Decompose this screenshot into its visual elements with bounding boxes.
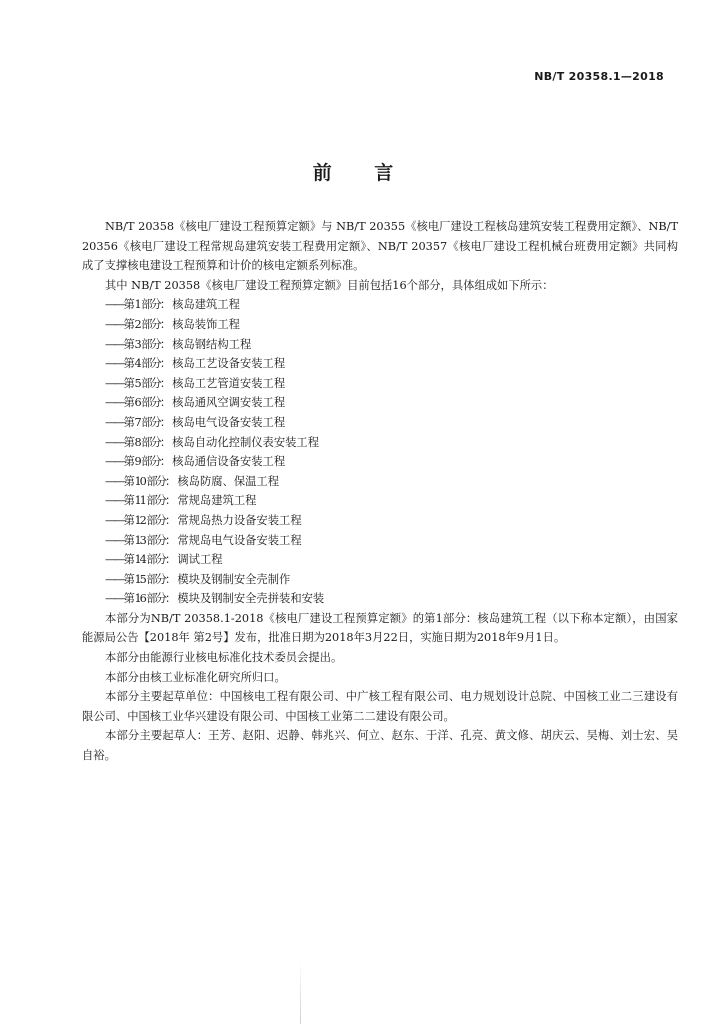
part-name: 调试工程 xyxy=(177,553,223,567)
list-item xyxy=(82,295,678,315)
part-label: ——第 4 部分： xyxy=(105,357,170,371)
part-label: ——第 15 部分： xyxy=(105,572,175,586)
part-label: ——第 12 部分： xyxy=(105,513,175,527)
part-name: 核岛电气设备安装工程 xyxy=(172,415,286,429)
drafting-units-paragraph: 本部分主要起草单位：中国核电工程有限公司、中广核工程有限公司、电力规划设计总院、中国核工业二三建设有限公司、中国核工业华兴建设有限公司、中国核工业第二二建设有限公司。 xyxy=(82,690,678,723)
approval-paragraph: 本部分为NB/T 20358.1-2018《核电厂建设工程预算定额》的第1部分：核岛建筑工程（以下称本定额），由国家能源局公告【2018年 第2号】发布，批准日期为2018年3月22日，实施日期为2018年9月1日。 xyxy=(82,611,678,645)
list-item xyxy=(82,511,678,531)
part-name: 核岛工艺设备安装工程 xyxy=(172,357,286,371)
list-item xyxy=(82,570,678,590)
part-label: ——第 2 部分： xyxy=(105,317,170,331)
foreword-body xyxy=(82,217,678,766)
part-name: 核岛工艺管道安装工程 xyxy=(172,376,286,390)
list-item xyxy=(82,354,678,374)
list-item xyxy=(82,315,678,335)
list-item xyxy=(82,335,678,355)
intro-paragraph-1: NB/T 20358《核电厂建设工程预算定额》与 NB/T 20355《核电厂建设工程核岛建筑安装工程费用定额》、NB/T 20356《核电厂建设工程常规岛建筑安装工程费用定额》、NB/T 20357《核电厂建设工程机械台班费用定额》共同构成了支撑核电建设工程预算和计价的核电定额系列标准。 xyxy=(82,220,678,273)
part-label: ——第 1 部分： xyxy=(105,298,170,312)
list-item xyxy=(82,531,678,551)
part-label: ——第 16 部分： xyxy=(105,592,175,606)
part-label: ——第 11 部分： xyxy=(105,494,175,508)
part-label: ——第 7 部分： xyxy=(105,415,170,429)
intro-paragraph-2: 其中 NB/T 20358《核电厂建设工程预算定额》目前包括16个部分，具体组成如下所示： xyxy=(105,278,554,292)
part-label: ——第 3 部分： xyxy=(105,337,170,351)
list-item xyxy=(82,393,678,413)
list-item xyxy=(82,550,678,570)
list-item xyxy=(82,374,678,394)
standard-number: NB/T 20358.1—2018 xyxy=(534,70,664,83)
part-name: 核岛通风空调安装工程 xyxy=(172,396,286,410)
list-item xyxy=(82,413,678,433)
part-label: ——第 5 部分： xyxy=(105,376,170,390)
part-label: ——第 14 部分： xyxy=(105,553,175,567)
proposer-paragraph: 本部分由能源行业核电标准化技术委员会提出。 xyxy=(105,651,343,665)
drafters-paragraph: 本部分主要起草人：王芳、赵阳、迟静、韩兆兴、何立、赵东、于洋、孔亮、黄文修、胡庆云、吴梅、刘士宏、吴自裕。 xyxy=(82,729,678,763)
part-name: 常规岛建筑工程 xyxy=(177,494,257,508)
list-item xyxy=(82,589,678,609)
part-name: 核岛通信设备安装工程 xyxy=(172,455,286,469)
list-item xyxy=(82,472,678,492)
part-name: 核岛防腐、保温工程 xyxy=(177,474,280,488)
part-label: ——第 10 部分： xyxy=(105,474,175,488)
part-label: ——第 9 部分： xyxy=(105,455,170,469)
part-name: 核岛自动化控制仪表安装工程 xyxy=(172,435,320,449)
part-name: 核岛钢结构工程 xyxy=(172,337,252,351)
centralized-paragraph: 本部分由核工业标准化研究所归口。 xyxy=(105,670,286,684)
page-title: 前 言 xyxy=(312,162,412,184)
parts-list xyxy=(82,295,678,609)
part-name: 模块及钢制安全壳拼装和安装 xyxy=(177,592,325,606)
scan-artifact-line xyxy=(300,960,301,1024)
part-name: 核岛装饰工程 xyxy=(172,317,240,331)
part-name: 常规岛电气设备安装工程 xyxy=(177,533,302,547)
list-item xyxy=(82,452,678,472)
part-name: 常规岛热力设备安装工程 xyxy=(177,513,302,527)
part-name: 核岛建筑工程 xyxy=(172,298,240,312)
list-item xyxy=(82,491,678,511)
part-label: ——第 6 部分： xyxy=(105,396,170,410)
part-name: 模块及钢制安全壳制作 xyxy=(177,572,291,586)
part-label: ——第 13 部分： xyxy=(105,533,175,547)
part-label: ——第 8 部分： xyxy=(105,435,170,449)
list-item xyxy=(82,433,678,453)
